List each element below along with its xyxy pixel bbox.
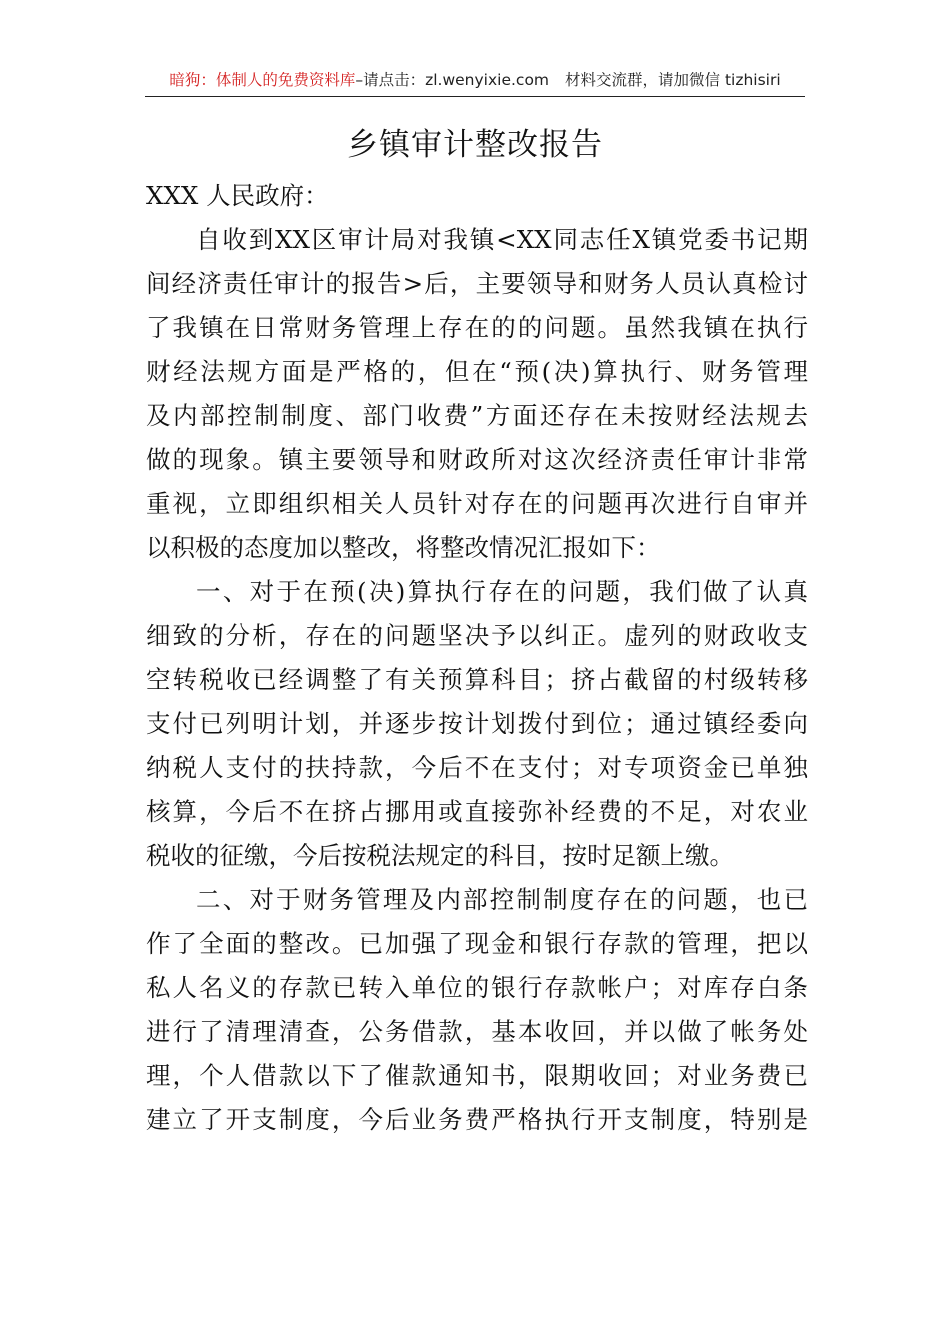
body-line: 理，个人借款以下了催款通知书，限期收回；对业务费已 bbox=[146, 1061, 808, 1090]
body-line: 税收的征缴，今后按税法规定的科目，按时足额上缴。 bbox=[146, 841, 734, 870]
header-wechat-note: 材料交流群，请加微信 tizhisiri bbox=[565, 71, 781, 89]
body-line: 及内部控制制度、部门收费”方面还存在未按财经法规去 bbox=[146, 401, 808, 430]
body-line: 作了全面的整改。已加强了现金和银行存款的管理，把以 bbox=[146, 929, 808, 958]
body-line: 私人名义的存款已转入单位的银行存款帐户；对库存白条 bbox=[146, 973, 808, 1002]
body-line: 细致的分析，存在的问题坚决予以纠正。虚列的财政收支 bbox=[146, 621, 808, 650]
body-line: 建立了开支制度，今后业务费严格执行开支制度，特别是 bbox=[146, 1105, 808, 1134]
body-line: 二、对于财务管理及内部控制制度存在的问题，也已 bbox=[196, 885, 808, 914]
header-brand: 暗狗：体制人的免费资料库 bbox=[169, 71, 356, 89]
body-line: 重视，立即组织相关人员针对存在的问题再次进行自审并 bbox=[146, 489, 808, 518]
header-click-label: –请点击： bbox=[355, 71, 426, 89]
salutation: XXX 人民政府： bbox=[146, 181, 329, 210]
body-line: 纳税人支付的扶持款，今后不在支付；对专项资金已单独 bbox=[146, 753, 808, 782]
header-url-link[interactable]: zl.wenyixie.com bbox=[425, 71, 550, 89]
body-line: 空转税收已经调整了有关预算科目；挤占截留的村级转移 bbox=[146, 665, 808, 694]
body-line: 做的现象。镇主要领导和财政所对这次经济责任审计非常 bbox=[146, 445, 808, 474]
body-line: 财经法规方面是严格的，但在“预(决)算执行、财务管理 bbox=[146, 357, 808, 386]
body-line: 进行了清理清查，公务借款，基本收回，并以做了帐务处 bbox=[146, 1017, 808, 1046]
body-line: 自收到XX区审计局对我镇<XX同志任X镇党委书记期 bbox=[196, 225, 808, 254]
body-line: 核算，今后不在挤占挪用或直接弥补经费的不足，对农业 bbox=[146, 797, 808, 826]
watermark-header bbox=[145, 66, 805, 97]
body-line: 以积极的态度加以整改，将整改情况汇报如下： bbox=[146, 533, 661, 562]
body-line: 一、对于在预(决)算执行存在的问题，我们做了认真 bbox=[196, 577, 808, 606]
document-title: 乡镇审计整改报告 bbox=[347, 127, 603, 163]
body-line: 了我镇在日常财务管理上存在的的问题。虽然我镇在执行 bbox=[146, 313, 808, 342]
body-line: 支付已列明计划，并逐步按计划拨付到位；通过镇经委向 bbox=[146, 709, 808, 738]
body-line: 间经济责任审计的报告>后，主要领导和财务人员认真检讨 bbox=[146, 269, 808, 298]
